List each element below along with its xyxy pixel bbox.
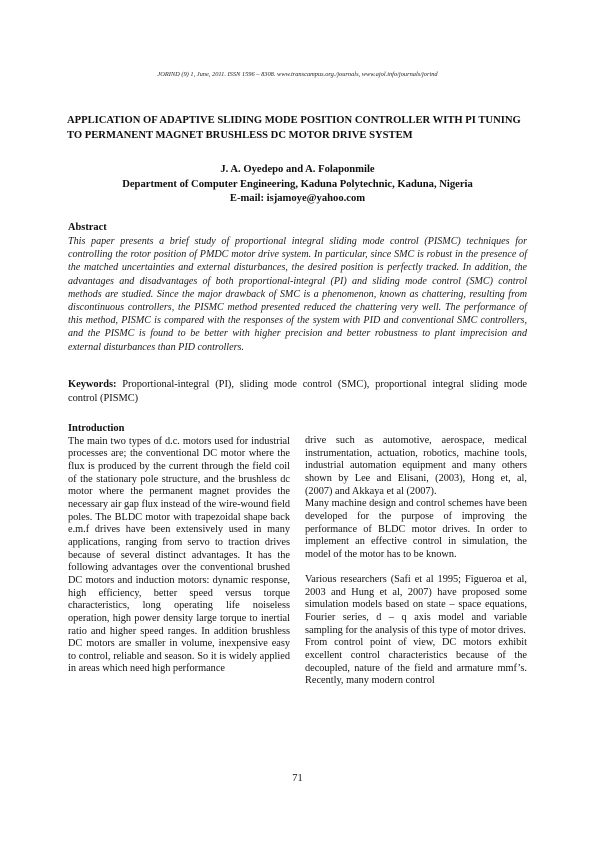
introduction-paragraph-3: Many machine design and control schemes have been developed for the purpose of improving the performance of BLDC motor drives. In order to implement an effective control in simulation, the model of the motor has to be known. xyxy=(305,498,527,560)
keywords-text: Proportional-integral (PI), sliding mode control (SMC), proportional integral sliding mode control (PISMC) xyxy=(68,379,527,404)
author-block xyxy=(0,163,595,207)
introduction-paragraph-5: From control point of view, DC motors exhibit excellent control characteristics because of the decoupled, nature of the field and armature mmf’s. Recently, many modern control xyxy=(305,637,527,687)
right-column xyxy=(305,435,527,688)
author-affiliation: Department of Computer Engineering, Kaduna Polytechnic, Kaduna, Nigeria xyxy=(122,178,473,190)
author-names: J. A. Oyedepo and A. Folaponmile xyxy=(220,164,375,175)
abstract-heading: Abstract xyxy=(68,222,107,233)
author-email: E-mail: isjamoye@yahoo.com xyxy=(229,193,366,204)
introduction-paragraph-4: Various researchers (Safi et al 1995; Figueroa et al, 2003 and Hung et al, 2007) have proposed some simulation models based on state – space equations, Fourier series, d – q axis model and variable sampling for the analysis of this type of motor drives. xyxy=(305,574,527,636)
paragraph-gap xyxy=(305,562,527,575)
left-column xyxy=(68,423,290,676)
keywords-line xyxy=(68,378,527,406)
introduction-paragraph-2: drive such as automotive, aerospace, medical instrumentation, actuation, robotics, machine tools, industrial automation equipment and many others shown by Lee and Elisani, (2003), Hong et, al, (2007) and Akkaya et al (2007). xyxy=(305,435,527,497)
keywords-label: Keywords: xyxy=(68,379,117,390)
page-number: 71 xyxy=(292,773,303,784)
introduction-heading: Introduction xyxy=(68,423,125,434)
running-header: JORIND (9) 1, June, 2011. ISSN 1596 – 8308. www.transcampus.org./journals, www.ajol.info/journals/jorind xyxy=(157,71,438,78)
abstract-text: This paper presents a brief study of proportional integral sliding mode control (PISMC) techniques for controlling the rotor position of PMDC motor drive system. In particular, since SMC is robust in the presence of the matched uncertainties and external disturbances, the desired position is perfectly tracked. In addition, the advantages and disadvantages of both proportional-integral (PI) and sliding mode control (SMC) control methods are studied. Since the major drawback of SMC is a phenomenon, known as chattering, resulting from discontinuous controllers, the PISMC method presented reduced the chattering very well. The performance of this method, PISMC is compared with the responses of the system with PID and conventional SMC controllers, and the PISMC is found to be better with higher precision and better robustness to plant imprecision and external disturbances than PID controllers. xyxy=(68,236,527,353)
paper-title: APPLICATION OF ADAPTIVE SLIDING MODE POSITION CONTROLLER WITH PI TUNING TO PERMANENT MAGNET BRUSHLESS DC MOTOR DRIVE SYSTEM xyxy=(67,115,521,141)
introduction-paragraph-1: The main two types of d.c. motors used for industrial processes are; the conventional DC motor where the flux is produced by the current through the field coil of the stationary pole structure, and the brushless dc motor where the permanent magnet provides the necessary air gap flux instead of the wire-wound field poles. The BLDC motor with trapezoidal shape back e.m.f drives have been extensively used in many applications, ranging from servo to traction drives because of several distinct advantages. It has the following advantages over the conventional brushed DC motors and induction motors: dynamic response, high efficiency, better speed versus torque characteristics, long operating life noiseless operation, high power density large torque to inertial ratio and higher speed ranges. In addition brushless DC motors are smaller in volume, inexpensive easy to control, reliable and season. So it is widely applied in areas which need high performance xyxy=(68,435,290,675)
